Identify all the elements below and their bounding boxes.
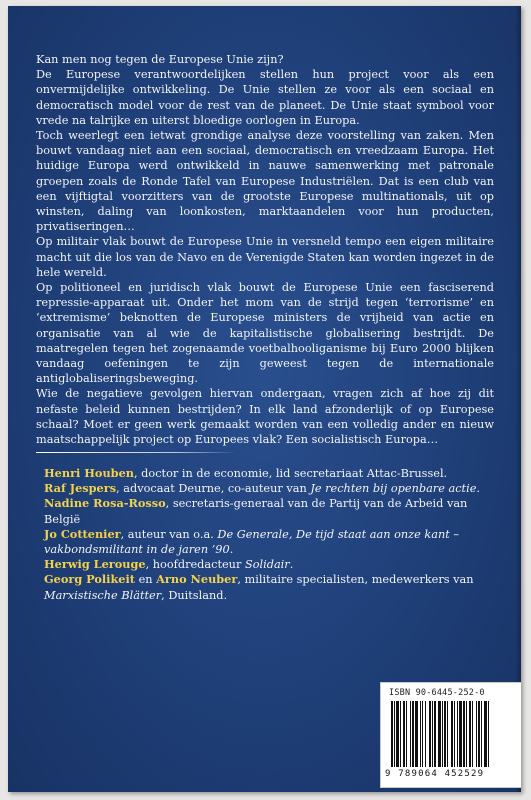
barcode-bar (412, 701, 414, 767)
barcode-bar (451, 701, 453, 767)
blurb-paragraph-6: Wie de negatieve gevolgen hiervan ondergaan, vragen zich af hoe zij dit nefaste beleid kunnen bestrijden? In elk land afzonderlijk of op Europese schaal? Moet er geen werk gemaakt worden van een volledig ander en nieuw maatschappelijk project op Europees vlak? Een socialistisch Europa… (36, 387, 494, 447)
blurb-text (36, 52, 494, 447)
author-entry (44, 496, 494, 526)
blurb-paragraph-1: Kan men nog tegen de Europese Unie zijn? (36, 53, 284, 66)
author-list (44, 466, 494, 603)
barcode-bar (478, 701, 480, 767)
author-work-title: Solidair (244, 558, 290, 572)
blurb-paragraph-5: Op politioneel en juridisch vlak bouwt de Europese Unie een fasciserend repressie-apparaat uit. Onder het mom van de strijd tegen ‘terrorisme’ en ‘extremisme’ beknotten de Europese ministers de vrijheid van actie en organisatie van al wie de kapitalistische globalisering bestrijdt. De maatregelen tegen het zogenaamde voetbalhooliganisme bij Euro 2000 blijken vandaag oefeningen te zijn geweest tegen de internationale antiglobaliseringsbeweging. (36, 281, 494, 386)
divider-line (36, 452, 236, 453)
author-description: , doctor in de economie, lid secretariaat Attac-Brussel. (133, 467, 448, 480)
author-description-end: , Duitsland. (161, 588, 228, 602)
author-name: Herwig Lerouge (44, 557, 146, 572)
barcode-bar (432, 701, 433, 767)
barcode-bar (429, 701, 431, 767)
barcode-bar (415, 701, 418, 767)
barcode-bar (444, 701, 446, 767)
barcode-bar (403, 701, 405, 767)
barcode-bar (447, 701, 448, 767)
author-work-title: De Generale, De tijd staat aan onze kant – vakbondsmilitant in de jaren ’90 (44, 527, 460, 557)
author-entry (44, 572, 494, 602)
barcode-bar (400, 701, 401, 767)
barcode-bar (420, 701, 421, 767)
barcode-bar (466, 701, 467, 767)
barcode-bar (422, 701, 423, 767)
barcode-bar (484, 701, 487, 767)
author-name: Georg Polikeit (44, 572, 135, 587)
author-description: , hoofdredacteur (145, 558, 245, 572)
author-description: , militaire specialisten, medewerkers van (237, 573, 474, 587)
author-description-end: . (476, 482, 480, 496)
book-back-cover (8, 6, 521, 792)
author-entry (44, 481, 494, 496)
barcode-bar (442, 701, 443, 767)
barcode-bar (454, 701, 455, 767)
barcode-bar (425, 701, 426, 767)
barcode-bar (434, 701, 436, 767)
author-name: Nadine Rosa-Rosso (44, 496, 166, 511)
author-description-end: . (289, 558, 294, 572)
barcode-bar (438, 701, 441, 767)
barcode-bar (396, 701, 399, 767)
author-description: , advocaat Deurne, co-auteur van (116, 482, 311, 496)
blurb-paragraph-3: Toch weerlegt een ietwat grondige analyse deze voorstelling van zaken. Men bouwt vandaag niet aan een sociaal, democratisch en vreedzaam Europa. Het huidige Europa werd ontwikkeld in nauwe samenwerking met patronale groepen zoals de Ronde Tafel van Europese Industriëlen. Dat is een club van een vijftigtal voorzitters van de grootste Europese multinationals, uit op winsten, daling van loonkosten, marktaandelen voor hun producten, privatiseringen… (36, 129, 494, 234)
barcode-bars (391, 701, 513, 767)
isbn-text: ISBN 90-6445-252-0 (389, 688, 485, 698)
author-work-title: Je rechten bij openbare actie (310, 482, 477, 496)
author-entry (44, 466, 494, 481)
barcode-bar (463, 701, 465, 767)
barcode-label (380, 682, 521, 788)
cover-edge-shadow (515, 6, 521, 792)
barcode-bar (394, 701, 395, 767)
author-name: Jo Cottenier (44, 526, 121, 541)
barcode-bar (410, 701, 411, 767)
author-name: Raf Jespers (44, 481, 117, 496)
blurb-paragraph-2: De Europese verantwoordelijken stellen hun project voor als een onvermijdelijke ontwikkeling. De Unie stellen ze voor als een sociaal en democratisch model voor de rest van de planeet. De Unie staat symbool voor vrede na talrijke en uiterst bloedige oorlogen in Europa. (36, 68, 494, 127)
barcode-bar (481, 701, 482, 767)
author-name: Henri Houben (44, 466, 134, 480)
blurb-paragraph-4: Op militair vlak bouwt de Europese Unie in versneld tempo een eigen militaire macht uit die los van de Navo en de Verenigde Staten kan worden ingezet in de hele wereld. (36, 235, 494, 279)
barcode-bar (488, 701, 489, 767)
author-description-end: . (229, 543, 234, 557)
barcode-bar (472, 701, 473, 767)
barcode-bar (391, 701, 393, 767)
barcode-bar (457, 701, 458, 767)
author-description: , secretaris-generaal van de Partij van de Arbeid van België (44, 497, 468, 526)
barcode-bar (476, 701, 477, 767)
author-entry (44, 527, 494, 557)
author-entry (44, 557, 494, 572)
barcode-bar (459, 701, 462, 767)
author-conjunction: en (135, 573, 157, 587)
barcode-digits: 9 789064 452529 (385, 769, 485, 779)
author-description: , auteur van o.a. (120, 527, 218, 541)
author-work-title: Marxistische Blätter (44, 588, 162, 602)
barcode-bar (406, 701, 407, 767)
barcode-bar (469, 701, 471, 767)
author-name: Arno Neuber (156, 572, 238, 587)
